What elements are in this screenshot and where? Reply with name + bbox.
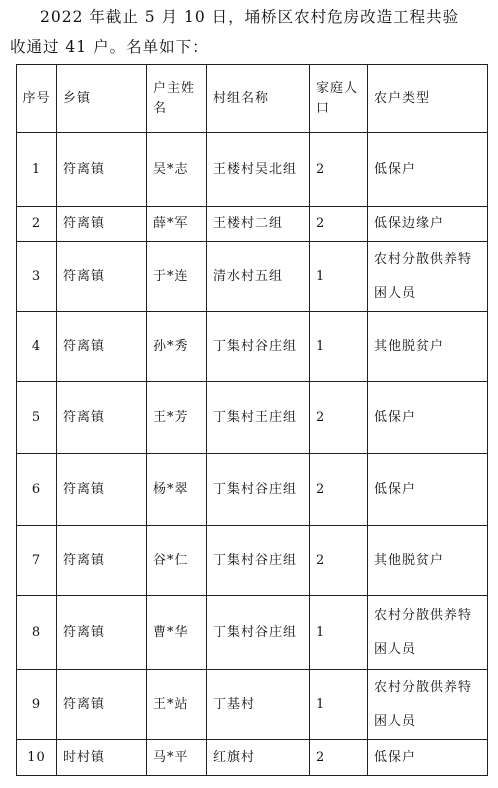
cell-village: 丁基村 — [207, 670, 310, 740]
cell-type: 农村分散供养特困人员 — [368, 242, 488, 312]
cell-name: 薛*军 — [147, 207, 207, 242]
table-row — [17, 207, 488, 242]
cell-no: 3 — [17, 242, 57, 312]
cell-people: 2 — [310, 133, 368, 207]
cell-people: 1 — [310, 670, 368, 740]
cell-no: 4 — [17, 312, 57, 382]
cell-type: 低保户 — [368, 133, 488, 207]
header-no: 序号 — [17, 65, 57, 133]
table-row — [17, 526, 488, 596]
cell-village: 红旗村 — [207, 740, 310, 776]
table-row — [17, 740, 488, 776]
cell-village: 丁集村谷庄组 — [207, 596, 310, 670]
cell-name: 杨*翠 — [147, 454, 207, 526]
table-row — [17, 670, 488, 740]
cell-name: 孙*秀 — [147, 312, 207, 382]
cell-type: 低保户 — [368, 740, 488, 776]
cell-type: 农村分散供养特困人员 — [368, 670, 488, 740]
cell-village: 丁集村王庄组 — [207, 382, 310, 454]
cell-town: 符离镇 — [57, 596, 147, 670]
cell-no: 5 — [17, 382, 57, 454]
header-name: 户主姓名 — [147, 65, 207, 133]
cell-people: 2 — [310, 382, 368, 454]
header-type: 农户类型 — [368, 65, 488, 133]
cell-people: 2 — [310, 526, 368, 596]
cell-people: 2 — [310, 207, 368, 242]
header-town: 乡镇 — [57, 65, 147, 133]
cell-type: 低保户 — [368, 454, 488, 526]
cell-name: 曹*华 — [147, 596, 207, 670]
cell-town: 时村镇 — [57, 740, 147, 776]
cell-type: 其他脱贫户 — [368, 312, 488, 382]
cell-village: 王楼村吴北组 — [207, 133, 310, 207]
cell-people: 1 — [310, 312, 368, 382]
cell-people: 1 — [310, 242, 368, 312]
cell-no: 8 — [17, 596, 57, 670]
table-row — [17, 382, 488, 454]
cell-no: 7 — [17, 526, 57, 596]
cell-no: 10 — [17, 740, 57, 776]
cell-type: 其他脱贫户 — [368, 526, 488, 596]
cell-type: 低保边缘户 — [368, 207, 488, 242]
cell-no: 9 — [17, 670, 57, 740]
table-row — [17, 133, 488, 207]
intro-paragraph — [10, 2, 490, 62]
cell-no: 1 — [17, 133, 57, 207]
cell-people: 1 — [310, 596, 368, 670]
cell-town: 符离镇 — [57, 133, 147, 207]
cell-village: 清水村五组 — [207, 242, 310, 312]
cell-name: 吴*志 — [147, 133, 207, 207]
cell-people: 2 — [310, 454, 368, 526]
cell-town: 符离镇 — [57, 382, 147, 454]
cell-no: 6 — [17, 454, 57, 526]
cell-village: 丁集村谷庄组 — [207, 312, 310, 382]
cell-town: 符离镇 — [57, 526, 147, 596]
cell-name: 王*芳 — [147, 382, 207, 454]
table-header-row — [17, 65, 488, 133]
table-row — [17, 242, 488, 312]
cell-name: 马*平 — [147, 740, 207, 776]
cell-village: 丁集村谷庄组 — [207, 526, 310, 596]
cell-town: 符离镇 — [57, 242, 147, 312]
cell-no: 2 — [17, 207, 57, 242]
cell-type: 低保户 — [368, 382, 488, 454]
header-people: 家庭人口 — [310, 65, 368, 133]
header-village: 村组名称 — [207, 65, 310, 133]
cell-town: 符离镇 — [57, 207, 147, 242]
cell-name: 于*连 — [147, 242, 207, 312]
cell-name: 谷*仁 — [147, 526, 207, 596]
intro-line-2: 收通过 41 户。名单如下： — [10, 38, 209, 56]
table-row — [17, 312, 488, 382]
cell-town: 符离镇 — [57, 670, 147, 740]
renovation-list-table — [16, 64, 488, 776]
intro-line-1: 2022 年截止 5 月 10 日，埇桥区农村危房改造工程共验 — [40, 8, 460, 26]
cell-type: 农村分散供养特困人员 — [368, 596, 488, 670]
cell-town: 符离镇 — [57, 454, 147, 526]
cell-village: 王楼村二组 — [207, 207, 310, 242]
cell-town: 符离镇 — [57, 312, 147, 382]
table-row — [17, 596, 488, 670]
cell-village: 丁集村谷庄组 — [207, 454, 310, 526]
cell-name: 王*站 — [147, 670, 207, 740]
table-row — [17, 454, 488, 526]
cell-people: 2 — [310, 740, 368, 776]
